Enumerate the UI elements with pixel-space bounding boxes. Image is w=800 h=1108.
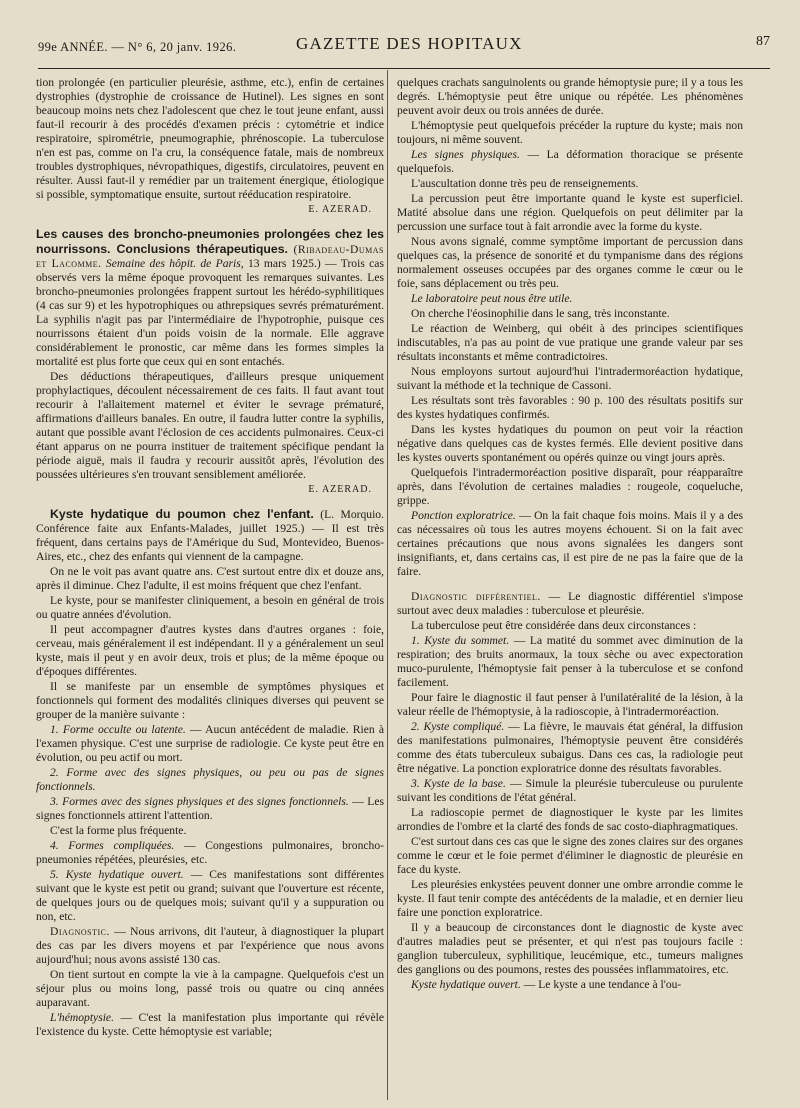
paragraph: Des déductions thérapeutiques, d'ailleurs presque uniquement prophylactiques, découlent nécessairement de ces faits. Il faut avant tout recourir à l'allaitement maternel et éviter le sevrage prématuré, affirmations d'ailleurs banales. En outre, il faudra lutter contre la syphilis, autant que possible avant l'éclosion de ces accidents pulmonaires. Ceux-ci étant apparus on ne pourra instituer de traitement spécifique pendant la période aiguë, mais il faudra y recourir aussitôt après, l'évolution des poussées ultérieures s'en trouvant sensiblement améliorée. — [36, 370, 384, 481]
form-item — [397, 777, 743, 805]
paragraph: C'est la forme plus fréquente. — [50, 824, 187, 837]
form-label: 5. Kyste hydatique ouvert. — [50, 868, 184, 881]
paragraph: La tuberculose peut être considérée dans deux circonstances : — [411, 619, 697, 632]
paragraph: Les résultats sont très favorables : 90 p. 100 des résultats positifs sur des kystes hydatiques confirmés. — [397, 394, 743, 421]
form-item — [36, 723, 384, 765]
article-authors: (Ribadeau-Dumas et Lacomme. — [36, 243, 384, 270]
form-label: 3. Formes avec des signes physiques et des signes fonctionnels. — [50, 795, 349, 808]
paragraph: La percussion peut être importante quand le kyste est superficiel. Matité absolue dans une région. Quelquefois on peut délimiter par la percussion une surface tout à fait arrondie avec la forme du kyste. — [397, 192, 743, 233]
section-label: Les signes physiques. — [411, 148, 520, 161]
article-date: 13 mars 1925.) — — [247, 257, 337, 270]
form-text: — Ces manifestations sont différentes suivant que le kyste est petit ou grand; suivant que l'ouverture est récente, de quelques jours ou de quelques mois; suivant qu'il y a suppuration ou non, etc. — [36, 868, 384, 923]
form-item — [36, 868, 384, 924]
paragraph: Quelquefois l'intradermoréaction positive disparaît, pour réapparaître après, dans l'évolution de certaines maladies : rougeole, coqueluche, grippe. — [397, 466, 743, 507]
article-title: Les causes des broncho-pneumonies prolongées chez les nourrissons. Conclusions thérapeutiques. — [36, 227, 384, 256]
paragraph: Le réaction de Weinberg, qui obéit à des principes scientifiques indiscutables, n'a pas au point de vue pratique une grande valeur par ses résultats inconstants et même contradictoires. — [397, 322, 743, 363]
form-text: — Congestions pulmonaires, broncho-pneumonies répétées, pleurésies, etc. — [36, 839, 384, 866]
paragraph: C'est surtout dans ces cas que le signe des zones claires sur des organes comme le cœur et le foie permet d'éliminer le diagnostic de pleurésie en face du kyste. — [397, 835, 743, 876]
paragraph: Il peut accompagner d'autres kystes dans d'autres organes : foie, cerveau, mais généralement il est indépendant. Il y a généralement un seul kyste, mais il peut y en avoir deux, trois et plus; de la même époque ou d'époques différentes. — [36, 623, 384, 678]
section-label: Le laboratoire peut nous être utile. — [411, 292, 573, 305]
form-text: — La fièvre, le mauvais état général, la diffusion des manifestations pulmonaires, l'hémoptysie peuvent être considérés comme des états tuberculeux subaigus. Dans ces cas, la radiologie peut être négative. La ponction exploratrice donne des résultats favorables. — [397, 720, 743, 775]
paragraph: On cherche l'éosinophilie dans le sang, très inconstante. — [411, 307, 670, 320]
header-rule — [38, 68, 770, 69]
section-text: — La déformation thoracique se présente quelquefois. — [397, 148, 743, 175]
paragraph: tion prolongée (en particulier pleurésie, asthme, etc.), enfin de certaines dystrophies (dystrophie de croissance de Hutinel). Les signes en sont beaucoup moins nets chez l'adolescent que chez le tout jeune enfant, aussi faut-il recourir à des procédés d'examen précis : cytométrie et indice respiratoire, spirométrie, pneumographie, phrénoscopie. La tuberculose n'en est pas, comme on l'a cru, la conséquence fatale, mais de nombreux troubles dystrophiques, névropathiques, digestifs, circulatoires, peuvent en résulter. Aussi faut-il y remédier par un traitement énergique, étiologique si possible, symptomatique ensuite, surtout rééducation respiratoire. — [36, 76, 384, 201]
article-heading — [36, 227, 384, 369]
section-label: Diagnostic différentiel. — [411, 590, 541, 603]
section-label: Diagnostic. — [50, 925, 110, 938]
paragraph: Nous avons signalé, comme symptôme important de percussion dans quelques cas, la présence de sonorité et du tympanisme dans des régions normalement osseuses occupées par des organes comme le cœur ou le foie, sans déplacement ou très peu. — [397, 235, 743, 290]
spacer — [397, 580, 743, 590]
issue-line: 99e ANNÉE. — N° 6, 20 janv. 1926. — [38, 40, 237, 54]
paragraph: quelques crachats sanguinolents ou grande hémoptysie pure; il y a tous les degrés. L'hémoptysie peut être unique ou répétée. Les phénomènes peuvent avoir deux ou trois années de durée. — [397, 76, 743, 117]
paragraph: Il est très fréquent, dans certains pays de l'Amérique du Sud, Montevideo, Buenos-Aires, etc., chez des enfants qui viennent de la campagne. — [36, 522, 384, 563]
right-column — [397, 76, 743, 1106]
section-item — [36, 925, 384, 967]
paragraph: Il y a beaucoup de circonstances dont le diagnostic de kyste avec d'autres maladies peut se présenter, et qui n'est pas toujours facile : ganglion tuberculeux, syphilitique, leucémique, etc., tumeurs malignes des ganglions ou des poumons, restes des poussées inflammatoires, etc. — [397, 921, 743, 976]
paragraph: L'hémoptysie peut quelquefois précéder la rupture du kyste; mais non toujours, ni même souvent. — [397, 119, 743, 146]
paragraph: Pour faire le diagnostic il faut penser à l'unilatéralité de la lésion, à la valeur réelle de l'hémoptysie, à la radioscopie, à l'intradermoréaction. — [397, 691, 743, 718]
section-label: L'hémoptysie. — [50, 1011, 114, 1024]
article-heading — [36, 507, 384, 564]
article-source: Semaine des hôpit. de Paris, — [105, 257, 244, 270]
article-title: Kyste hydatique du poumon chez l'enfant. — [50, 507, 314, 521]
section-text: — C'est la manifestation plus importante qui révèle l'existence du kyste. Cette hémoptysie est variable; — [36, 1011, 384, 1038]
page-number: 87 — [756, 34, 770, 49]
section-item — [397, 148, 743, 176]
form-text: — La matité du sommet avec diminution de la respiration; des bruits anormaux, la toux sèche ou avec expectoration muco-purulente, l'hémoptysie fait penser à la tuberculose et se confond facilement. — [397, 634, 743, 689]
form-label: 4. Formes compliquées. — [50, 839, 175, 852]
section-item — [397, 978, 743, 992]
paragraph: Trois cas observés vers la même époque provoquent les remarques suivantes. Les broncho-pneumonies prolongées frappent surtout les hérédo-syphilitiques (4 cas sur 9) et les hypotrophiques ou athrepsiques sevrés prématurément. La syphilis n'agit pas par l'intermédiaire de l'hypotrophie, puisque ces nourrissons étaient d'un poids voisin de la normale. Elle aggrave considérablement le pronostic, car même dans les formes simples la mortalité est plus forte que ceux qui en sont entachés. — [36, 257, 384, 368]
section-label: Ponction exploratrice. — [411, 509, 516, 522]
author-signature: E. AZERAD. — [308, 204, 372, 215]
section-text: — Le kyste a une tendance à l'ou- — [523, 978, 682, 991]
form-label: 3. Kyste de la base. — [411, 777, 506, 790]
article-authors: (L. Morquio. Conférence faite aux Enfants-Malades, juillet 1925.) — — [36, 508, 384, 535]
page-header — [38, 28, 770, 58]
form-item — [397, 634, 743, 690]
section-label: Kyste hydatique ouvert. — [411, 978, 521, 991]
paragraph: On tient surtout en compte la vie à la campagne. Quelquefois c'est un séjour plus ou moins long, passé trois ou quatre ou cinq années auparavant. — [36, 968, 384, 1009]
paragraph: Nous employons surtout aujourd'hui l'intradermoréaction hydatique, suivant la méthode et la technique de Cassoni. — [397, 365, 743, 392]
paragraph: On ne le voit pas avant quatre ans. C'est surtout entre dix et douze ans, après il diminue. Chez l'adulte, il est moins fréquent que chez l'enfant. — [36, 565, 384, 592]
form-text: — Simule la pleurésie tuberculeuse ou purulente suivant les conditions de l'état général. — [397, 777, 743, 804]
form-item — [36, 766, 384, 794]
section-item — [397, 590, 743, 618]
paragraph: Il se manifeste par un ensemble de symptômes physiques et fonctionnels qui forment des modalités cliniques diverses qui peuvent se grouper de la manière suivante : — [36, 680, 384, 721]
section-item — [397, 509, 743, 579]
section-text: — On la fait chaque fois moins. Mais il y a des cas nécessaires où tous les autres moyens échouent. Si on la fait avec certaines précautions que nous avons signalées les dangers sont insignifiants, et, dans certains cas, il est pire de ne pas la faire que de la faire. — [397, 509, 743, 578]
form-label: 2. Kyste compliqué. — [411, 720, 505, 733]
form-label: 1. Kyste du sommet. — [411, 634, 510, 647]
journal-title: GAZETTE DES HOPITAUX — [296, 34, 523, 53]
section-text: — Nous arrivons, dit l'auteur, à diagnostiquer la plupart des cas par les divers moyens et par l'expérience que nous avons aujourd'hui; nous avons assisté 130 cas. — [36, 925, 384, 966]
form-item — [397, 720, 743, 776]
form-label: 2. Forme avec des signes physiques, ou peu ou pas de signes fonctionnels. — [36, 766, 384, 793]
paragraph: Le kyste, pour se manifester cliniquement, a besoin en général de trois ou quatre années d'évolution. — [36, 594, 384, 621]
paragraph: Dans les kystes hydatiques du poumon on peut voir la réaction négative dans quelques cas de kystes fermés. Elle devient positive dans les kystes ouverts spontanément ou opérés quinze ou vingt jours après. — [397, 423, 743, 464]
column-divider — [387, 70, 388, 1100]
author-signature: E. AZERAD. — [308, 484, 372, 495]
form-text: — Les signes fonctionnels attirent l'attention. — [36, 795, 384, 822]
form-label: 1. Forme occulte ou latente. — [50, 723, 186, 736]
left-column — [36, 76, 384, 1106]
section-text: — Le diagnostic différentiel s'impose surtout avec deux maladies : tuberculose et pleurésie. — [397, 590, 743, 617]
form-text: — Aucun antécédent de maladie. Rien à l'examen physique. C'est une surprise de radiologie. Ce kyste peut être en évolution, ou peu actif ou mort. — [36, 723, 384, 764]
paragraph: L'auscultation donne très peu de renseignements. — [411, 177, 639, 190]
paragraph: Les pleurésies enkystées peuvent donner une ombre arrondie comme le kyste. Il faut tenir compte des antécédents de la maladie, et en dernier lieu faire une ponction exploratrice. — [397, 878, 743, 919]
section-item — [36, 1011, 384, 1039]
form-item — [36, 839, 384, 867]
paragraph: La radioscopie permet de diagnostiquer le kyste par les limites arrondies de l'ombre et la clarté des fonds de sac costo-diaphragmatiques. — [397, 806, 743, 833]
section-item — [397, 292, 743, 306]
form-item — [36, 795, 384, 823]
